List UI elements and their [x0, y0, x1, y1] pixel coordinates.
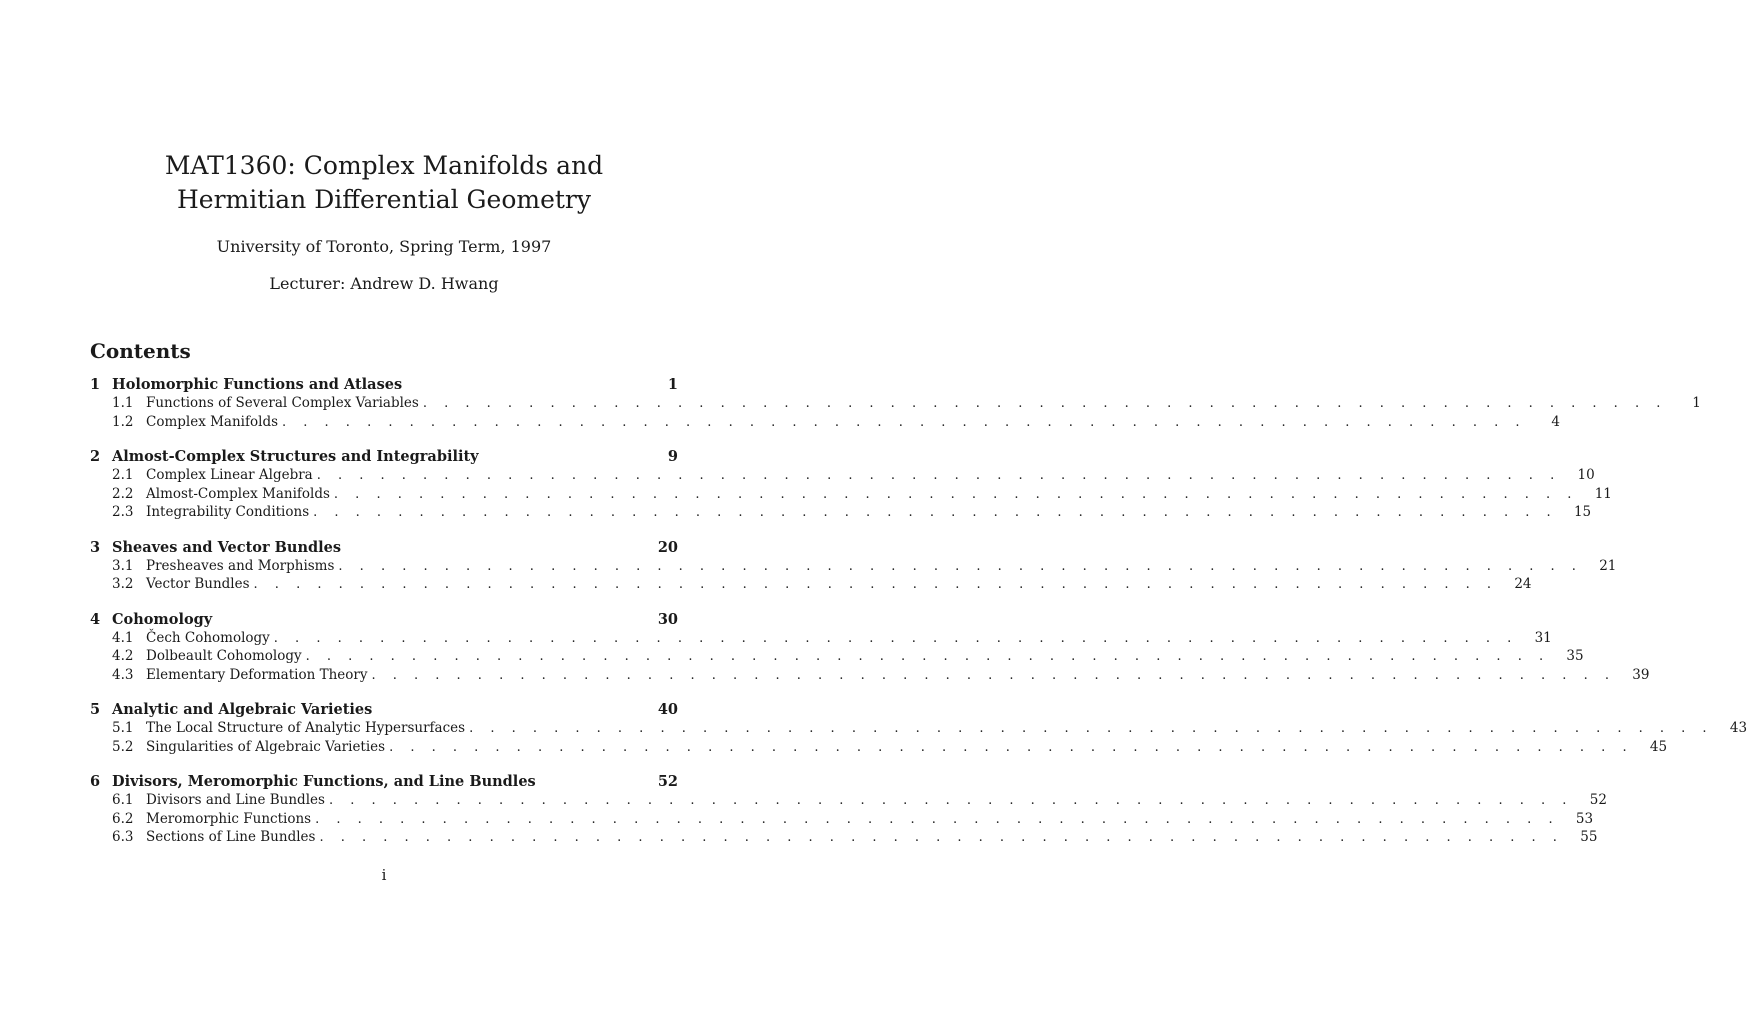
dot-leader: . . . . . . . . . . . . . . . . . . . . . . . . . . . . . . . . . . . . . . . . . . . . . . . . . . . . . . . . . . .: [313, 505, 1558, 520]
toc-section-entry[interactable]: [90, 557, 1617, 577]
toc-chapter-entry[interactable]: [90, 539, 678, 558]
dot-leader: . . . . . . . . . . . . . . . . . . . . . . . . . . . . . . . . . . . . . . . . . . . . . . . . . . . . . . . . . . .: [273, 630, 1518, 646]
dot-leader: . . . . . . . . . . . . . . . . . . . . . . . . . . . . . . . . . . . . . . . . . . . . . . . . . . . . . . . . . . .: [328, 793, 1573, 808]
dot-leader: . . . . . . . . . . . . . . . . . . . . . . . . . . . . . . . . . . . . . . . . . . . . . . . . . . . . . . . . . . .: [305, 649, 1550, 664]
section-page: 52: [1589, 792, 1607, 808]
section-number: 2.3: [112, 504, 134, 520]
section-number: 6.3: [112, 829, 134, 845]
toc-section-entry[interactable]: [90, 829, 1598, 848]
chapter-number: 1: [90, 376, 101, 393]
section-title: Complex Manifolds: [146, 413, 279, 430]
toc-section-entry[interactable]: [90, 666, 1650, 686]
chapter-number: 3: [90, 538, 101, 556]
section-page: 11: [1594, 485, 1612, 502]
toc-section-entry[interactable]: [90, 810, 1594, 830]
section-number: 3.2: [112, 576, 134, 592]
chapter-number: 2: [90, 448, 101, 465]
chapter-page: 30: [657, 610, 678, 628]
section-title: Presheaves and Morphisms: [146, 557, 335, 574]
toc-chapter: [90, 773, 1607, 848]
university-line: University of Toronto, Spring Term, 1997: [216, 237, 552, 256]
dot-leader: . . . . . . . . . . . . . . . . . . . . . . . . . . . . . . . . . . . . . . . . . . . . . . . . . . . . . . . . . . .: [338, 558, 1583, 574]
section-title: Functions of Several Complex Variables: [146, 395, 419, 411]
document-title-line1: MAT1360: Complex Manifolds and: [164, 151, 604, 180]
chapter-page: 40: [657, 701, 678, 718]
toc-chapter: [90, 538, 1617, 595]
section-number: 3.1: [112, 557, 134, 574]
chapter-title: Holomorphic Functions and Atlases: [112, 376, 403, 393]
chapter-number: 5: [90, 701, 101, 718]
dot-leader: . . . . . . . . . . . . . . . . . . . . . . . . . . . . . . . . . . . . . . . . . . . . . . . . . . . . . . . . . . .: [422, 396, 1667, 411]
toc-section-entry[interactable]: [90, 576, 1532, 595]
toc-section-entry[interactable]: [90, 648, 1584, 667]
chapter-page: 52: [657, 773, 678, 790]
section-page: 4: [1551, 413, 1560, 430]
section-title: Čech Cohomology: [146, 629, 270, 646]
lecturer-line: Lecturer: Andrew D. Hwang: [269, 274, 499, 293]
dot-leader: . . . . . . . . . . . . . . . . . . . . . . . . . . . . . . . . . . . . . . . . . . . . . . . . . . . . . . . . . . .: [469, 721, 1714, 736]
section-page: 10: [1577, 467, 1595, 483]
section-page: 43: [1729, 720, 1747, 736]
toc-chapter: [90, 701, 1747, 757]
section-number: 2.1: [112, 467, 134, 483]
section-title: Vector Bundles: [146, 576, 250, 592]
chapter-title: Analytic and Algebraic Varieties: [112, 701, 373, 718]
dot-leader: . . . . . . . . . . . . . . . . . . . . . . . . . . . . . . . . . . . . . . . . . . . . . . . . . . . . . . . . . . .: [315, 811, 1560, 827]
section-page: 55: [1580, 829, 1598, 845]
toc-chapter-entry[interactable]: [90, 611, 678, 630]
toc-section-entry[interactable]: [90, 395, 1701, 414]
section-title: Dolbeault Cohomology: [146, 648, 302, 664]
toc-section-entry[interactable]: [90, 485, 1612, 505]
chapter-number: 6: [90, 773, 101, 790]
dot-leader: . . . . . . . . . . . . . . . . . . . . . . . . . . . . . . . . . . . . . . . . . . . . . . . . . . . . . . . . . . .: [371, 667, 1616, 683]
section-page: 21: [1599, 557, 1617, 574]
section-number: 2.2: [112, 485, 134, 502]
section-page: 35: [1566, 648, 1584, 664]
section-title: The Local Structure of Analytic Hypersurfaces: [146, 720, 466, 736]
section-title: Almost-Complex Manifolds: [146, 485, 330, 502]
toc-chapter: [90, 448, 1612, 523]
chapter-title: Divisors, Meromorphic Functions, and Line Bundles: [112, 773, 536, 790]
chapter-page: 20: [657, 538, 678, 556]
section-number: 5.1: [112, 720, 134, 736]
section-title: Divisors and Line Bundles: [146, 792, 325, 808]
section-number: 1.2: [112, 413, 134, 430]
section-title: Sections of Line Bundles: [146, 829, 316, 845]
dot-leader: . . . . . . . . . . . . . . . . . . . . . . . . . . . . . . . . . . . . . . . . . . . . . . . . . . . . . . . . . . .: [253, 577, 1498, 592]
toc-chapter-entry[interactable]: [90, 773, 678, 792]
toc-chapter-entry[interactable]: [90, 376, 678, 395]
section-title: Meromorphic Functions: [146, 810, 312, 827]
chapter-title: Sheaves and Vector Bundles: [112, 538, 342, 556]
section-page: 53: [1575, 810, 1594, 827]
section-page: 39: [1632, 666, 1650, 683]
section-page: 24: [1514, 576, 1532, 592]
section-number: 4.2: [112, 648, 134, 664]
toc-section-entry[interactable]: [90, 720, 1747, 739]
toc-section-entry[interactable]: [90, 792, 1607, 811]
section-page: 31: [1534, 629, 1552, 646]
toc-chapter-entry[interactable]: [90, 448, 678, 467]
page-number: i: [381, 866, 387, 884]
section-title: Singularities of Algebraic Varieties: [146, 738, 386, 755]
toc-chapter: [90, 376, 1701, 432]
section-page: 45: [1649, 738, 1668, 755]
dot-leader: . . . . . . . . . . . . . . . . . . . . . . . . . . . . . . . . . . . . . . . . . . . . . . . . . . . . . . . . . . .: [333, 486, 1578, 502]
toc-section-entry[interactable]: [90, 504, 1592, 523]
toc-section-entry[interactable]: [90, 738, 1668, 758]
contents-heading: Contents: [90, 339, 191, 363]
section-number: 1.1: [112, 395, 134, 411]
chapter-title: Cohomology: [112, 610, 213, 628]
section-number: 5.2: [112, 738, 134, 755]
section-title: Elementary Deformation Theory: [146, 666, 368, 683]
chapter-number: 4: [90, 610, 101, 628]
chapter-title: Almost-Complex Structures and Integrability: [112, 448, 479, 465]
chapter-page: 1: [667, 376, 678, 393]
section-page: 1: [1692, 395, 1701, 411]
dot-leader: . . . . . . . . . . . . . . . . . . . . . . . . . . . . . . . . . . . . . . . . . . . . . . . . . . . . . . . . . . .: [316, 468, 1561, 483]
section-title: Integrability Conditions: [146, 504, 310, 520]
section-page: 15: [1573, 504, 1592, 520]
toc-chapter-entry[interactable]: [90, 701, 678, 720]
table-of-contents: [90, 376, 1747, 864]
toc-section-entry[interactable]: [90, 413, 1560, 433]
section-title: Complex Linear Algebra: [146, 467, 313, 483]
toc-section-entry[interactable]: [90, 629, 1552, 649]
section-number: 4.3: [112, 666, 134, 683]
dot-leader: . . . . . . . . . . . . . . . . . . . . . . . . . . . . . . . . . . . . . . . . . . . . . . . . . . . . . . . . . . .: [282, 414, 1526, 430]
chapter-page: 9: [667, 448, 678, 465]
toc-chapter: [90, 610, 1650, 686]
document-title-line2: Hermitian Differential Geometry: [176, 185, 591, 214]
dot-leader: . . . . . . . . . . . . . . . . . . . . . . . . . . . . . . . . . . . . . . . . . . . . . . . . . . . . . . . . . . .: [319, 830, 1564, 845]
dot-leader: . . . . . . . . . . . . . . . . . . . . . . . . . . . . . . . . . . . . . . . . . . . . . . . . . . . . . . . . . . .: [389, 739, 1634, 755]
toc-section-entry[interactable]: [90, 467, 1595, 486]
section-number: 6.2: [112, 810, 134, 827]
section-number: 6.1: [112, 792, 134, 808]
section-number: 4.1: [112, 629, 134, 646]
